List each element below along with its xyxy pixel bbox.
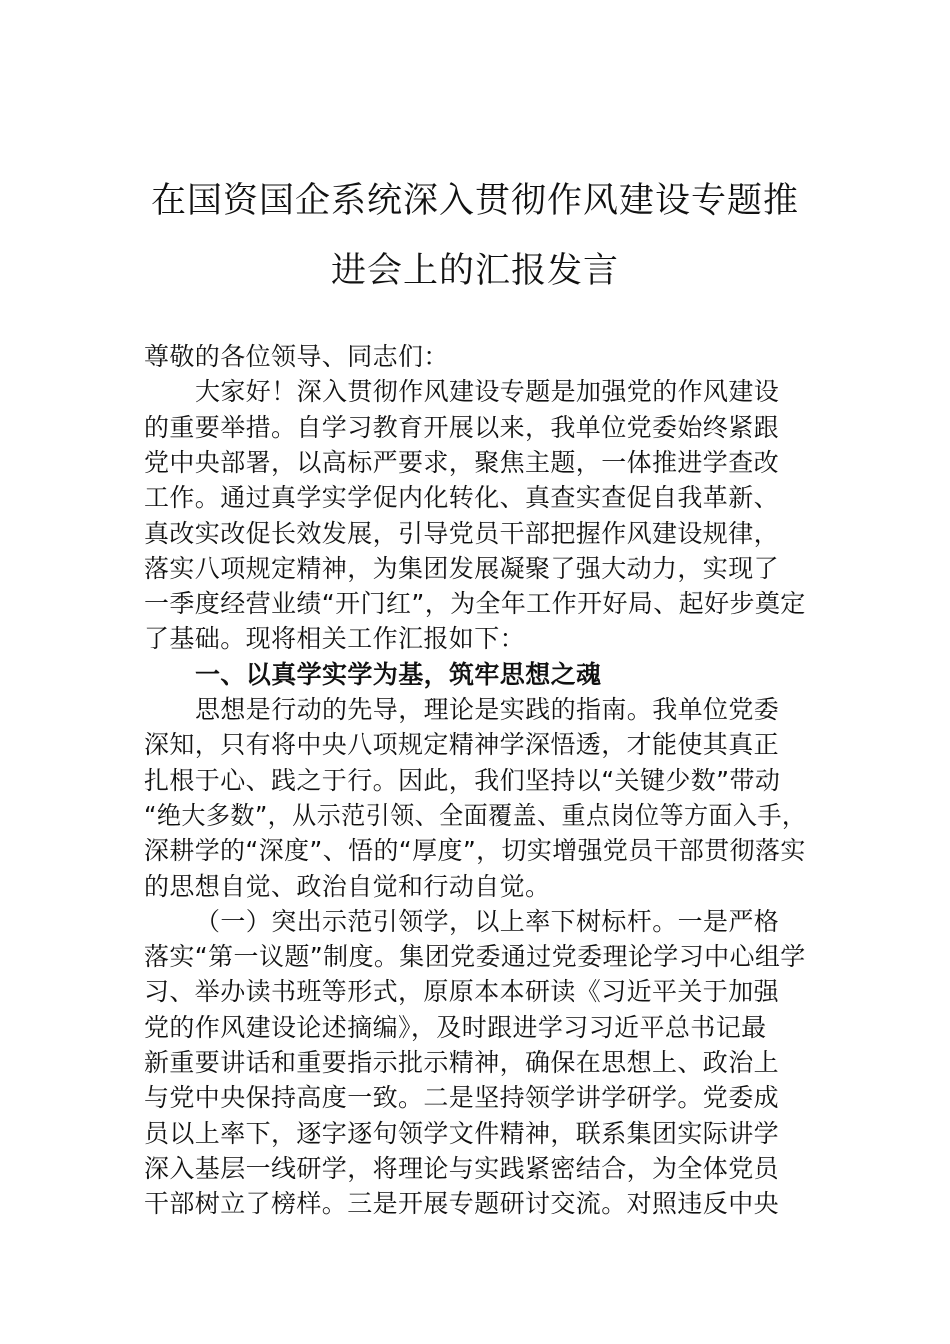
paragraph-line: 习、举办读书班等形式，原原本本研读《习近平关于加强 [144,977,780,1007]
paragraph-line: 深耕学的“深度”、悟的“厚度”，切实增强党员干部贯彻落实 [144,836,806,866]
paragraph-line: 真改实改促长效发展，引导党员干部把握作风建设规律， [144,518,780,548]
paragraph-line: 深知，只有将中央八项规定精神学深悟透，才能使其真正 [144,730,780,760]
paragraph-line: 落实“第一议题”制度。集团党委通过党委理论学习中心组学 [144,942,806,972]
paragraph-line: 党的作风建设论述摘编》，及时跟进学习习近平总书记最 [144,1012,767,1042]
document-title-line-1: 在国资国企系统深入贯彻作风建设专题推 [150,181,799,221]
paragraph-line: 尊敬的各位领导、同志们： [144,342,449,371]
paragraph-line: 深入基层一线研学，将理论与实践紧密结合，为全体党员 [144,1153,780,1183]
paragraph-line: 扎根于心、践之于行。因此，我们坚持以“关键少数”带动 [144,765,781,795]
paragraph-line: 了基础。现将相关工作汇报如下： [144,624,526,654]
paragraph-line: 落实八项规定精神，为集团发展凝聚了强大动力，实现了 [144,553,780,583]
paragraph-line: 思想是行动的先导，理论是实践的指南。我单位党委 [195,695,780,724]
paragraph-line: （一）突出示范引领学，以上率下树标杆。一是严格 [195,906,780,936]
paragraph-line: 与党中央保持高度一致。二是坚持领学讲学研学。党委成 [144,1083,780,1113]
paragraph-line: 党中央部署，以高标严要求，聚焦主题，一体推进学查改 [144,447,780,477]
document-title-line-2: 进会上的汇报发言 [330,251,619,291]
paragraph-line: 的思想自觉、政治自觉和行动自觉。 [144,871,551,901]
paragraph-line: 新重要讲话和重要指示批示精神，确保在思想上、政治上 [144,1048,780,1077]
section-heading: 一、以真学实学为基，筑牢思想之魂 [195,659,602,689]
paragraph-line: “绝大多数”，从示范引领、全面覆盖、重点岗位等方面入手， [144,800,807,830]
paragraph-line: 干部树立了榜样。三是开展专题研讨交流。对照违反中央 [144,1189,780,1219]
paragraph-line: 大家好！深入贯彻作风建设专题是加强党的作风建设 [195,377,780,407]
paragraph-line: 工作。通过真学实学促内化转化、真查实查促自我革新、 [144,483,780,513]
paragraph-line: 员以上率下，逐字逐句领学文件精神，联系集团实际讲学 [144,1118,780,1148]
paragraph-line: 一季度经营业绩“开门红”，为全年工作开好局、起好步奠定 [144,589,806,619]
paragraph-line: 的重要举措。自学习教育开展以来，我单位党委始终紧跟 [144,412,780,442]
